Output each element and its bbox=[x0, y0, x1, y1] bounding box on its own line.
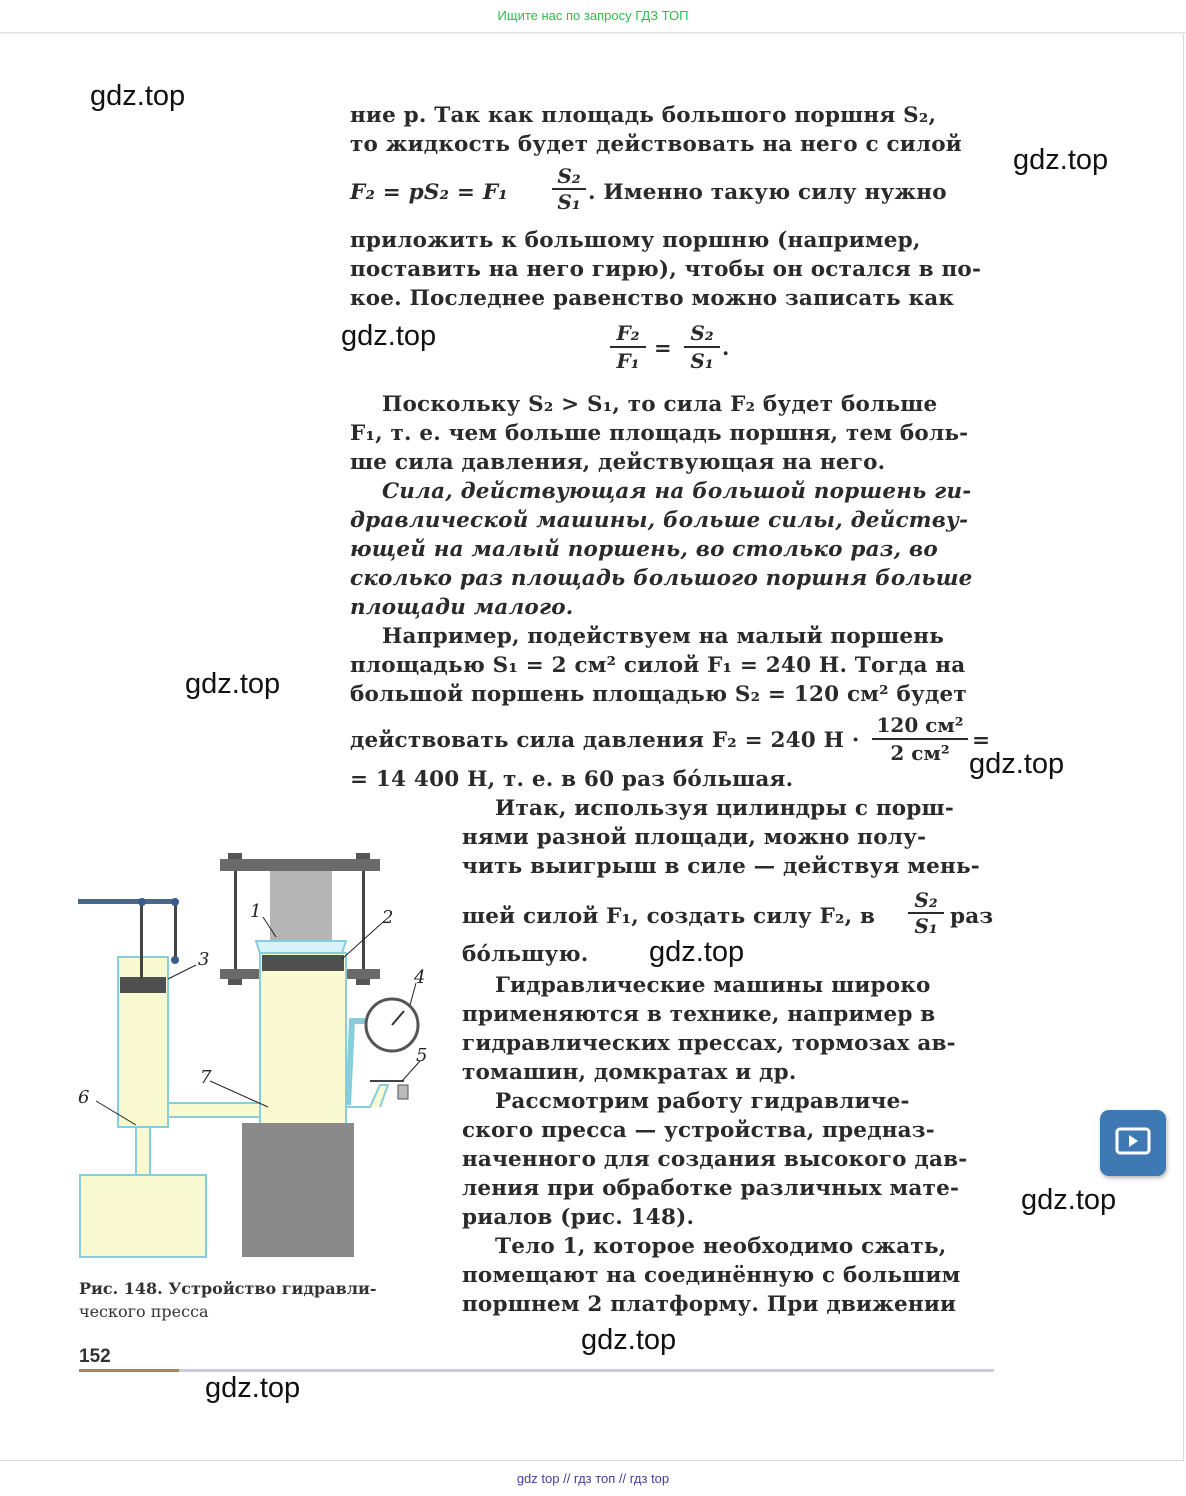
large-piston bbox=[262, 955, 344, 971]
label-5: 5 bbox=[416, 1045, 428, 1066]
lever-support bbox=[174, 901, 177, 961]
text-line: = bbox=[972, 728, 991, 753]
text-line: гидравлических прессах, тормозах ав- bbox=[462, 1031, 956, 1056]
bolt-head bbox=[228, 979, 242, 985]
label-1: 1 bbox=[250, 901, 262, 922]
text-line: применяются в технике, например в bbox=[462, 1002, 936, 1027]
connecting-pipe bbox=[168, 1103, 260, 1117]
rule-text-line: сколько раз площадь большого поршня больше bbox=[350, 566, 973, 591]
watermark: gdz.top bbox=[185, 668, 281, 700]
watermark: gdz.top bbox=[341, 320, 437, 352]
ratio-s-den: S₁ bbox=[690, 349, 714, 373]
watermark: gdz.top bbox=[1013, 144, 1109, 176]
text-line: кое. Последнее равенство можно записать как bbox=[350, 286, 955, 311]
label-2: 2 bbox=[382, 907, 394, 928]
text-line: риалов (рис. 148). bbox=[462, 1205, 695, 1230]
safety-valve bbox=[346, 1085, 388, 1107]
text-line: Гидравлические машины широко bbox=[495, 973, 931, 998]
footer-rule bbox=[179, 1369, 994, 1372]
ratio-f-den: F₁ bbox=[616, 349, 640, 373]
watermark: gdz.top bbox=[205, 1372, 301, 1404]
top-banner-text: Ищите нас по запросу ГДЗ ТОП bbox=[497, 8, 689, 23]
bolt-head bbox=[228, 853, 242, 859]
text-line: нями разной площади, можно полу- bbox=[462, 825, 927, 850]
label-3: 3 bbox=[198, 949, 210, 970]
ratio-f-num: F₂ bbox=[610, 320, 646, 348]
text-line: то жидкость будет действовать на него с силой bbox=[350, 132, 962, 157]
text-line: поставить на него гирю), чтобы он остался в по- bbox=[350, 257, 982, 282]
page-number: 152 bbox=[79, 1346, 111, 1367]
text-line: Итак, используя цилиндры с порш- bbox=[495, 796, 954, 821]
label-6: 6 bbox=[78, 1087, 90, 1108]
text-line: шей силой F₁, создать силу F₂, в bbox=[462, 904, 876, 929]
tie-rod bbox=[234, 871, 237, 971]
top-banner bbox=[0, 0, 1186, 33]
watermark: gdz.top bbox=[90, 80, 186, 112]
lever-joint bbox=[138, 898, 146, 906]
top-plate bbox=[220, 859, 380, 871]
bolt-head bbox=[356, 853, 370, 859]
label-7: 7 bbox=[200, 1067, 212, 1088]
text-line: ского пресса — устройства, предназ- bbox=[462, 1118, 935, 1143]
fraction-3-den: S₁ bbox=[914, 914, 938, 938]
video-play-button[interactable] bbox=[1100, 1110, 1166, 1176]
rule-text-line: дравлической машины, больше силы, действу- bbox=[350, 508, 969, 533]
small-piston bbox=[120, 977, 166, 993]
text-line: наченного для создания высокого дав- bbox=[462, 1147, 968, 1172]
text-line: Рассмотрим работу гидравличе- bbox=[495, 1089, 910, 1114]
text-line: ления при обработке различных мате- bbox=[462, 1176, 960, 1201]
ratio-dot: . bbox=[722, 335, 730, 360]
tie-rod bbox=[362, 871, 365, 971]
text-line: действовать сила давления F₂ = 240 Н · bbox=[350, 728, 860, 753]
text-line: Поскольку S₂ > S₁, то сила F₂ будет больше bbox=[382, 392, 938, 417]
ratio-fraction-f bbox=[610, 320, 646, 374]
fraction-1-num: S₂ bbox=[552, 164, 586, 190]
text-line: приложить к большому поршню (например, bbox=[350, 228, 921, 253]
fraction-3-num: S₂ bbox=[908, 888, 944, 914]
text-line: . Именно такую силу нужно bbox=[588, 180, 947, 205]
hydraulic-press-figure bbox=[70, 845, 450, 1265]
watermark: gdz.top bbox=[581, 1324, 677, 1356]
bottom-bar: gdz top // гдз топ // гдз top bbox=[516, 1471, 670, 1486]
watermark: gdz.top bbox=[969, 748, 1065, 780]
fraction-1-den: S₁ bbox=[557, 190, 581, 214]
play-icon bbox=[1100, 1110, 1166, 1176]
text-line: чить выигрыш в силе — действуя мень- bbox=[462, 854, 980, 879]
valve-weight bbox=[398, 1085, 408, 1099]
text-line: большой поршень площадью S₂ = 120 см² будет bbox=[350, 682, 967, 707]
figure-caption-line2: ческого пресса bbox=[79, 1302, 209, 1321]
fraction-2-num: 120 см² bbox=[872, 712, 968, 740]
rule-text-line: площади малого. bbox=[350, 595, 574, 620]
ratio-equals: = bbox=[654, 335, 672, 360]
pressed-body bbox=[270, 871, 332, 941]
ratio-s-num: S₂ bbox=[684, 320, 720, 348]
large-cylinder bbox=[260, 953, 346, 1125]
lever-rod bbox=[140, 901, 143, 979]
text-line: поршнем 2 платформу. При движении bbox=[462, 1292, 957, 1317]
fraction-2 bbox=[872, 712, 968, 766]
fraction-3 bbox=[908, 888, 944, 938]
rule-text-line: Сила, действующая на большой поршень ги- bbox=[382, 479, 972, 504]
base-block bbox=[242, 1123, 354, 1257]
footer-rule-accent bbox=[79, 1369, 179, 1372]
text-line: ше сила давления, действующая на него. bbox=[350, 450, 886, 475]
lever-joint bbox=[171, 956, 179, 964]
fraction-2-den: 2 см² bbox=[890, 741, 950, 765]
formula-f2: F₂ = pS₂ = F₁ bbox=[350, 180, 508, 205]
fraction-1 bbox=[552, 164, 586, 214]
text-line: бóльшую. bbox=[462, 942, 589, 967]
reservoir bbox=[80, 1175, 206, 1257]
text-line: раз bbox=[950, 904, 994, 929]
platform-glass bbox=[256, 941, 346, 953]
lever-arm bbox=[78, 899, 178, 904]
text-line: Тело 1, которое необходимо сжать, bbox=[495, 1234, 947, 1259]
text-line: помещают на соединённую с большим bbox=[462, 1263, 961, 1288]
text-line: Например, подействуем на малый поршень bbox=[382, 624, 945, 649]
text-line: томашин, домкратах и др. bbox=[462, 1060, 797, 1085]
watermark: gdz.top bbox=[649, 936, 745, 968]
text-line: F₁, т. е. чем больше площадь поршня, тем боль- bbox=[350, 421, 969, 446]
text-line: площадью S₁ = 2 см² силой F₁ = 240 Н. Тогда на bbox=[350, 653, 966, 678]
label-4: 4 bbox=[414, 967, 426, 988]
ratio-fraction-s bbox=[684, 320, 720, 374]
lever-joint bbox=[171, 898, 179, 906]
leader-line bbox=[168, 965, 196, 979]
rule-text-line: ющей на малый поршень, во столько раз, во bbox=[350, 537, 938, 562]
text-line: ние p. Так как площадь большого поршня S₂, bbox=[350, 103, 937, 128]
figure-caption-line1: Рис. 148. Устройство гидравли- bbox=[79, 1279, 377, 1298]
bolt-head bbox=[356, 979, 370, 985]
watermark: gdz.top bbox=[1021, 1184, 1117, 1216]
text-line: = 14 400 Н, т. е. в 60 раз бóльшая. bbox=[350, 767, 794, 792]
